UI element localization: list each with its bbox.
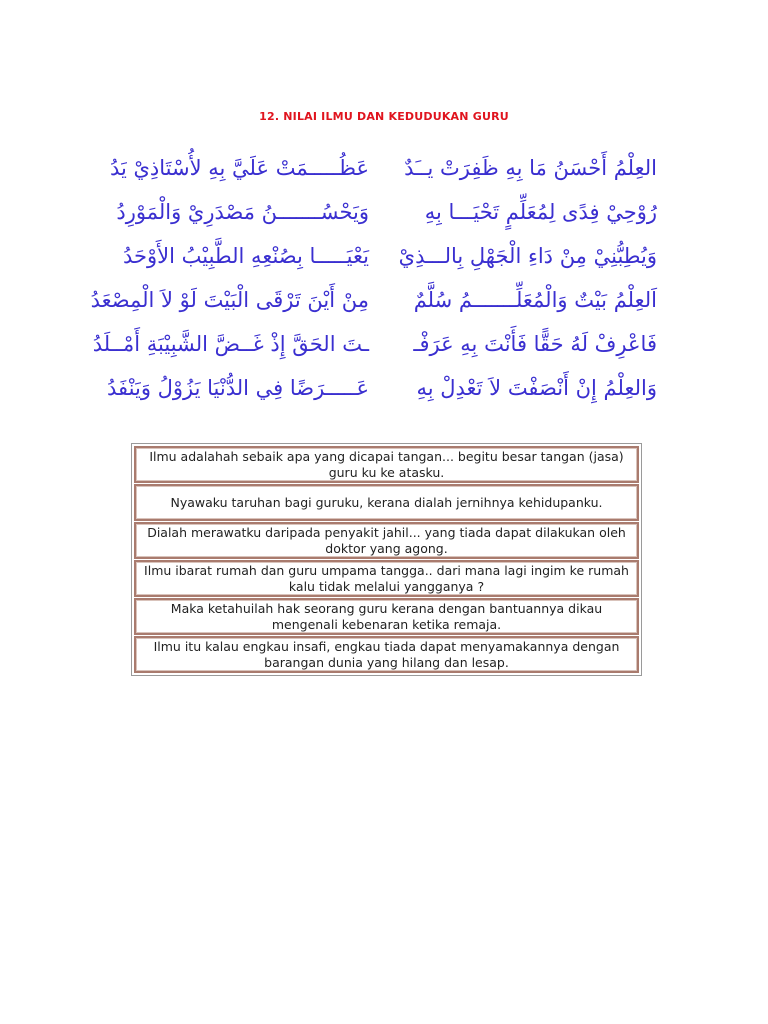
translation-row bbox=[134, 522, 639, 559]
verse-second-half: وَيَحْسُـــــــنُ مَصْدَرِيْ وَالْمَوْرِدُ bbox=[116, 200, 369, 224]
page-title: 12. NILAI ILMU DAN KEDUDUKAN GURU bbox=[259, 110, 509, 123]
poem-line-2 bbox=[105, 192, 665, 236]
translation-text: Nyawaku taruhan bagi guruku, kerana dialah jernihnya kehidupanku. bbox=[170, 494, 603, 510]
verse-first-half: رُوْحِيْ فِدًى لِمُعَلِّمٍ تَحْيَـــا بِهِ bbox=[424, 200, 657, 224]
arabic-poem bbox=[90, 148, 665, 418]
verse-second-half: يَعْيَـــــا بِصُنْعِهِ الطَّبِيْبُ الأَوْحَدُ bbox=[123, 244, 369, 268]
verse-second-half: مِنْ أَيْنَ تَرْقَى الْبَيْتَ لَوْ لاَ الْمِصْعَدُ bbox=[90, 288, 369, 312]
translation-text: Dialah merawatku daripada penyakit jahil... yang tiada dapat dilakukan oleh doktor yang agong. bbox=[147, 524, 626, 556]
verse-second-half: ـتَ الحَقَّ إِذْ غَــضَّ الشَّبِيْبَةِ أَمْــلَدُ bbox=[92, 332, 369, 356]
verse-second-half: عَظُـــــمَتْ عَلَيَّ بِهِ لأُسْتَاذِيْ يَدُ bbox=[109, 156, 369, 180]
translation-row bbox=[134, 446, 639, 483]
translation-row bbox=[134, 560, 639, 597]
translation-row bbox=[134, 598, 639, 635]
poem-line-4 bbox=[90, 280, 665, 324]
verse-first-half: العِلْمُ أَحْسَنُ مَا بِهِ ظَفِرَتْ يــَدٌ bbox=[404, 156, 657, 180]
poem-line-5 bbox=[92, 324, 665, 368]
verse-first-half: اَلعِلْمُ بَيْتٌ وَالْمُعَلِّـــــــمُ سُلَّمٌ bbox=[413, 288, 657, 312]
translation-text: Maka ketahuilah hak seorang guru kerana dengan bantuannya dikau mengenali kebenaran ketika remaja. bbox=[170, 600, 603, 632]
translation-text: Ilmu adalahah sebaik apa yang dicapai tangan... begitu besar tangan (jasa) guru ku ke atasku. bbox=[149, 448, 624, 480]
verse-first-half: وَالعِلْمُ إِنْ أَنْصَفْتَ لاَ تَعْدِلْ بِهِ bbox=[416, 376, 657, 400]
translation-text: Ilmu itu kalau engkau insafi, engkau tiada dapat menyamakannya dengan barangan dunia yang hilang dan lesap. bbox=[153, 638, 620, 670]
verse-first-half: فَاعْرِفْ لَهُ حَقًّا فَأَنْتَ بِهِ عَرَفْـ bbox=[413, 332, 657, 356]
verse-second-half: عَـــــرَضًا فِي الدُّنْيَا يَزُوْلُ وَيَنْفَدُ bbox=[107, 376, 369, 400]
translation-text: Ilmu ibarat rumah dan guru umpama tangga.. dari mana lagi ingim ke rumah kalu tidak melalui yangganya ? bbox=[144, 562, 629, 594]
poem-line-3 bbox=[105, 236, 665, 280]
translation-row bbox=[134, 484, 639, 521]
translation-row bbox=[134, 636, 639, 673]
poem-line-6 bbox=[105, 368, 665, 412]
verse-first-half: وَيُطِبُّنِيْ مِنْ دَاءِ الْجَهْلِ بِالـــذِيْ bbox=[398, 244, 657, 268]
poem-line-1 bbox=[105, 148, 665, 192]
translation-table bbox=[131, 443, 642, 676]
